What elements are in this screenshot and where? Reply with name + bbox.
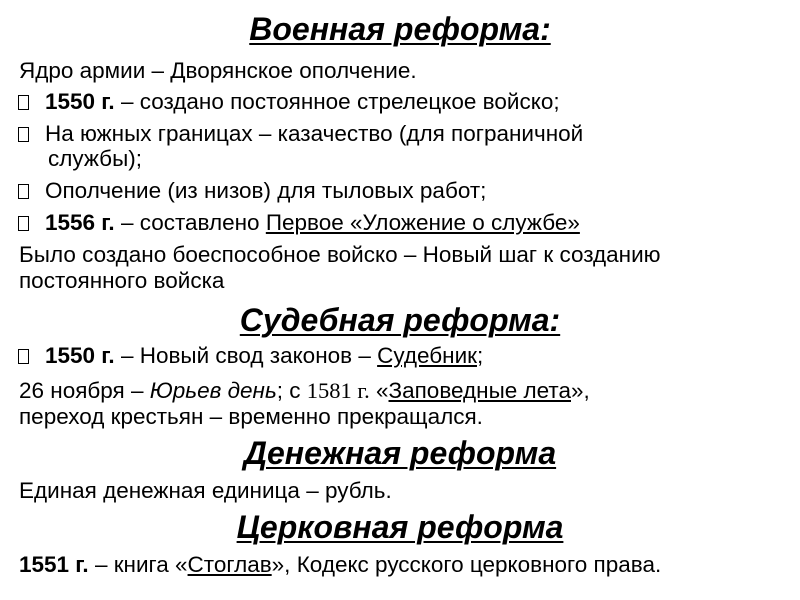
church-text-part: – книга «: [88, 552, 188, 577]
reserved-years-link[interactable]: Заповедные лета: [388, 378, 571, 403]
list-item-text: На южных границах – казачество (для пограничной: [45, 121, 584, 146]
bullet-icon: [18, 184, 29, 199]
connector-text: ; с: [276, 378, 307, 403]
monetary-text: Единая денежная единица – рубль.: [19, 478, 392, 503]
list-item: [18, 343, 483, 369]
bullet-icon: [18, 216, 29, 231]
sudebnik-link[interactable]: Судебник: [377, 343, 477, 368]
yuriev-day-term: Юрьев день: [149, 378, 277, 403]
year-label: 1551 г.: [19, 552, 89, 577]
judicial-reform-heading: Судебная реформа:: [239, 302, 561, 338]
year-label: 1550 г.: [45, 343, 115, 368]
year-label: 1556 г.: [45, 210, 115, 235]
list-item-continuation: службы);: [48, 146, 142, 171]
church-text: [19, 552, 661, 578]
year-label: 1550 г.: [45, 89, 115, 114]
year-text: 1581 г.: [306, 378, 370, 403]
date-text: 26 ноября –: [19, 378, 150, 403]
result-text-continued: постоянного войска: [19, 268, 225, 293]
military-reform-heading: Военная реформа:: [249, 11, 551, 47]
quote-open: «: [369, 378, 389, 403]
result-text: Было создано боеспособное войско – Новый шаг к созданию: [19, 242, 661, 267]
list-item: [18, 121, 583, 147]
stoglav-link[interactable]: Стоглав: [187, 552, 272, 577]
yuriev-day-text-continued: переход крестьян – временно прекращался.: [19, 404, 483, 429]
church-text-part: », Кодекс русского церковного права.: [271, 552, 662, 577]
bullet-icon: [18, 349, 29, 364]
list-item: [18, 178, 486, 204]
list-item: [18, 210, 580, 236]
bullet-icon: [18, 127, 29, 142]
list-item: [18, 89, 560, 115]
punctuation: ;: [476, 343, 484, 368]
list-item-text: – Новый свод законов –: [114, 343, 378, 368]
quote-close: »,: [571, 378, 590, 403]
service-code-link[interactable]: Первое «Уложение о службе»: [265, 210, 580, 235]
army-core-text: Ядро армии – Дворянское ополчение.: [19, 58, 417, 83]
list-item-text: Ополчение (из низов) для тыловых работ;: [45, 178, 487, 203]
monetary-reform-heading: Денежная реформа: [243, 435, 557, 471]
yuriev-day-text: [19, 378, 590, 404]
list-item-text: – создано постоянное стрелецкое войско;: [114, 89, 560, 114]
bullet-icon: [18, 95, 29, 110]
church-reform-heading: Церковная реформа: [236, 509, 564, 545]
list-item-text: – составлено: [114, 210, 266, 235]
